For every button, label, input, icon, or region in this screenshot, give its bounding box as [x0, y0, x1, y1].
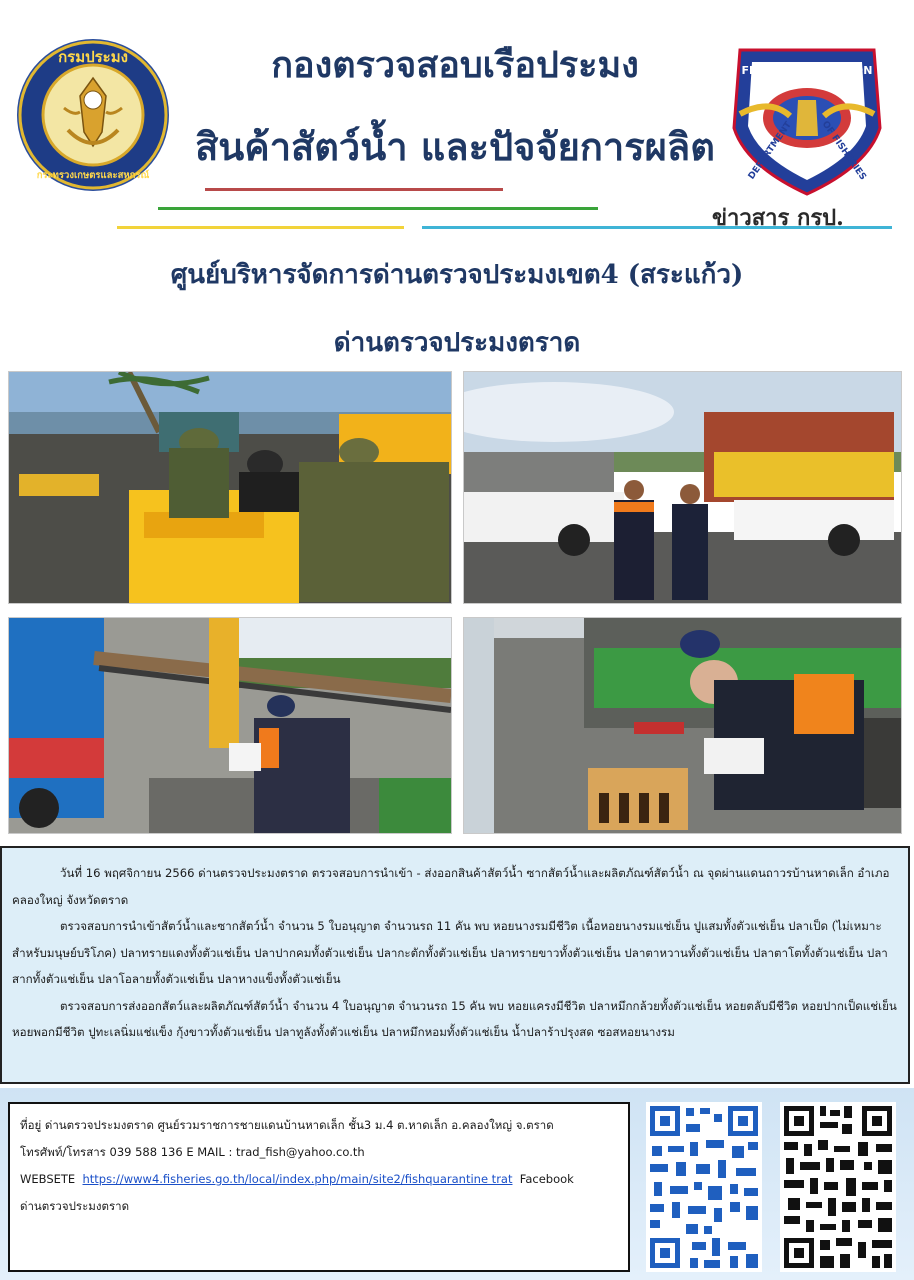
description-paragraph-3: ตรวจสอบการส่งออกสัตว์และผลิตภัณฑ์สัตว์น้ำ จำนวน 4 ใบอนุญาต จำนวนรถ 15 คัน พบ หอยแครงมีชีวิต ปลาหมึกกล้วยทั้งตัวแช่เย็น หอยตลับมีชีวิต หอยปากเป็ดแช่เย็น หอยพอกมีชีวิต ปูทะเลนิ่มแช่แข็ง กุ้งขาวทั้งตัวแช่เย็น ปลาทูลังทั้งตัวแช่เย็น ปลาหมึกหอมทั้งตัวแช่เย็น น้ำปลาร้าปรุงสด ซอสหอยนางรม — [12, 998, 897, 1039]
subtitle-line-1: ศูนย์บริหารจัดการด่านตรวจประมงเขต4 (สระแก้ว) — [170, 260, 744, 290]
qr-pattern-blue — [646, 1102, 762, 1272]
subtitle-line-2: ด่านตรวจประมงตราด — [333, 328, 581, 358]
website-link[interactable]: https://www4.fisheries.go.th/local/index.php/main/site2/fishquarantine trat — [82, 1172, 513, 1186]
left-seal-top-text: กรมประมง — [58, 48, 128, 66]
right-badge-left-text: DEPARTMENT — [746, 120, 794, 182]
left-seal-bottom-text: กระทรวงเกษตรและสหกรณ์ — [36, 170, 150, 181]
news-label: ข่าวสาร กรป. — [712, 205, 844, 231]
website-label: WEBSETE — [20, 1172, 76, 1186]
photo-bottle-inspection — [463, 617, 902, 834]
divider-red — [205, 188, 503, 191]
photo-trucks-inspection — [463, 371, 902, 604]
qr-pattern-black — [780, 1102, 896, 1272]
right-badge-top-text: FISHERY INSPECTION — [741, 64, 873, 77]
contact-web-line — [20, 1166, 618, 1193]
photo-boxes-inspection — [8, 371, 452, 604]
fishery-inspection-badge — [720, 36, 894, 196]
right-badge-right-text: OF FISHERIES — [819, 119, 868, 183]
page-title-line-2: สินค้าสัตว์น้ำ และปัจจัยการผลิต — [195, 124, 715, 169]
photo-conveyor-inspection — [8, 617, 452, 834]
right-badge-center-text: ด่านตรวจประมง — [782, 150, 832, 158]
description-paragraph-2: ตรวจสอบการนำเข้าสัตว์น้ำและซากสัตว์น้ำ จำนวน 5 ใบอนุญาต จำนวนรถ 11 คัน พบ หอยนางรมมีชีวิต เนื้อหอยนางรมแช่เย็น ปูแสมทั้งตัวแช่เย็น ปลาเป็ด (ไม่เหมาะสำหรับมนุษย์บริโภค) ปลาทรายแดงทั้งตัวแช่เย็น ปลาปากคมทั้งตัวแช่เย็น ปลากะตักทั้งตัวแช่เย็น ปลาทรายขาวทั้งตัวแช่เย็น ปลาตาหวานทั้งตัวแช่เย็น ปลาตาโตทั้งตัวแช่เย็น ปลาสากทั้งตัวแช่เย็น ปลาโอลายทั้งตัวแช่เย็น ปลาหางแข็งทั้งตัวแช่เย็น — [12, 919, 888, 986]
qr-code-facebook[interactable] — [780, 1102, 896, 1272]
department-of-fisheries-seal — [16, 38, 170, 192]
page-title-line-1: กองตรวจสอบเรือประมง — [271, 44, 639, 86]
contact-info-box — [8, 1102, 630, 1272]
news-description-box — [0, 846, 910, 1084]
divider-yellow — [117, 226, 404, 229]
contact-address: ที่อยู่ ด่านตรวจประมงตราด ศูนย์รวมราชการชายแดนบ้านหาดเล็ก ชั้น3 ม.4 ต.หาดเล็ก อ.คลองใหญ่ จ.ตราด — [20, 1118, 554, 1132]
contact-phone-email: โทรศัพท์/โทรสาร 039 588 136 E MAIL : trad_fish@yahoo.co.th — [20, 1145, 365, 1159]
facebook-page-name: ด่านตรวจประมงตราด — [20, 1199, 130, 1213]
divider-green — [158, 207, 598, 210]
description-paragraph-1: วันที่ 16 พฤศจิกายน 2566 ด่านตรวจประมงตราด ตรวจสอบการนำเข้า - ส่งออกสินค้าสัตว์น้ำ ซากสัตว์น้ำและผลิตภัณฑ์สัตว์น้ำ ณ จุดผ่านแดนถาวรบ้านหาดเล็ก อำเภอคลองใหญ่ จังหวัดตราด — [12, 866, 890, 907]
qr-code-website[interactable] — [646, 1102, 762, 1272]
facebook-label: Facebook — [519, 1172, 574, 1186]
